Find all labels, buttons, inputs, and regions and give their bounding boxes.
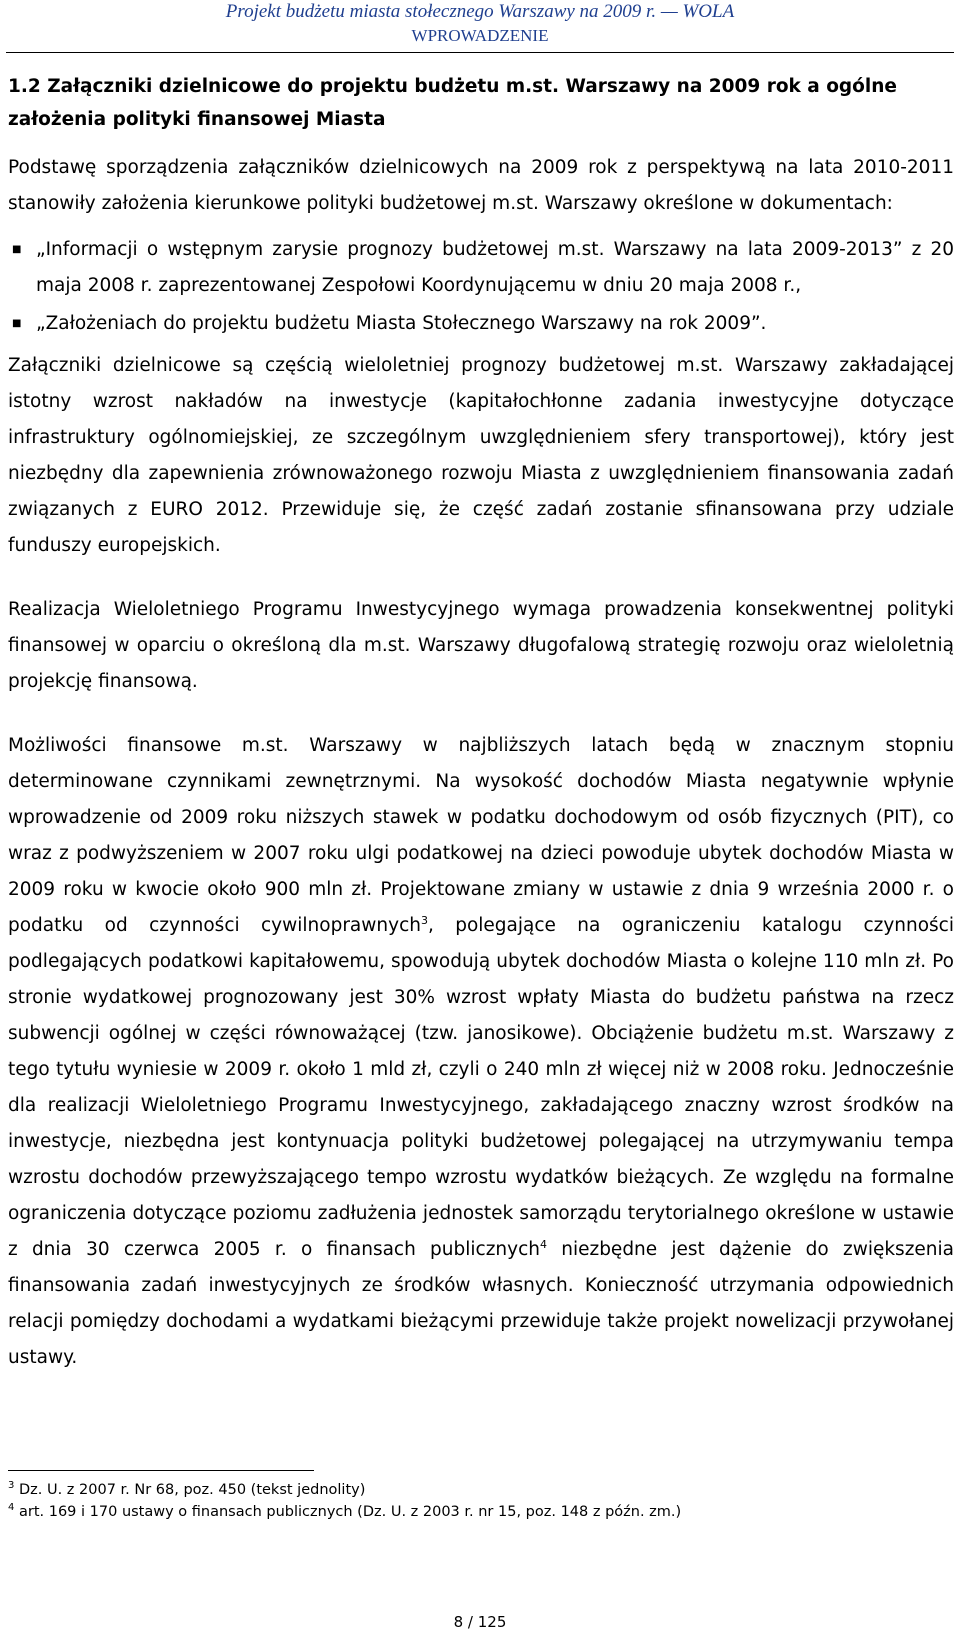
paragraph-text: niezbędne jest dążenie do zwiększenia finansowania zadań inwestycyjnych ze środków własnych. Konieczność utrzymania odpowiednich relacji pomiędzy dochodami a wydatkami bieżącymi przewiduje także projekt nowelizacji przywołanej ustawy. — [8, 1239, 954, 1368]
document-body — [8, 70, 954, 1376]
paragraph-financial-capacity — [8, 728, 954, 1376]
list-item — [12, 232, 954, 304]
footnote-divider — [8, 1470, 314, 1471]
page-number: 8 / 125 — [453, 1613, 507, 1631]
footnote-number: 3 — [8, 1480, 15, 1492]
header-subtitle: WPROWADZENIE — [411, 26, 549, 45]
footnotes — [8, 1479, 948, 1523]
footnote-text: Dz. U. z 2007 r. Nr 68, poz. 450 (tekst jednolity) — [18, 1482, 366, 1498]
footnote — [8, 1501, 948, 1523]
bullet-list — [8, 232, 954, 342]
header-title: Projekt budżetu miasta stołecznego Warszawy na 2009 r. — WOLA — [225, 1, 735, 22]
header-divider — [6, 52, 954, 53]
footnote-number: 4 — [8, 1502, 15, 1514]
list-item-text: „Informacji o wstępnym zarysie prognozy budżetowej m.st. Warszawy na lata 2009-2013” z 20 maja 2008 r. zaprezentowanej Zespołowi Koordynującemu w dniu 20 maja 2008 r., — [36, 239, 954, 296]
section-title: 1.2 Załączniki dzielnicowe do projektu budżetu m.st. Warszawy na 2009 rok a ogólne założenia polityki finansowej Miasta — [8, 76, 897, 130]
intro-paragraph: Podstawę sporządzenia załączników dzielnicowych na 2009 rok z perspektywą na lata 2010-2011 stanowiły założenia kierunkowe polityki budżetowej m.st. Warszawy określone w dokumentach: — [8, 157, 954, 214]
paragraph-investment-program: Realizacja Wieloletniego Programu Inwestycyjnego wymaga prowadzenia konsekwentnej polityki finansowej w oparciu o określoną dla m.st. Warszawy długofalową strategię rozwoju oraz wieloletnią projekcję finansową. — [8, 599, 954, 692]
bullet-icon: ■ — [12, 244, 22, 255]
bullet-icon: ■ — [12, 318, 22, 329]
page-header — [0, 0, 960, 48]
list-item — [12, 306, 954, 342]
list-item-text: „Założeniach do projektu budżetu Miasta Stołecznego Warszawy na rok 2009”. — [36, 313, 767, 334]
footnote-reference[interactable]: 4 — [540, 1237, 547, 1251]
paragraph-attachments: Załączniki dzielnicowe są częścią wieloletniej prognozy budżetowej m.st. Warszawy zakładającej istotny wzrost nakładów na inwestycje (kapitałochłonne zadania inwestycyjne dotyczące infrastruktury ogólnomiejskiej, ze szczególnym uwzględnieniem sfery transportowej), który jest niezbędny dla zapewnienia zrównoważonego rozwoju Miasta z uwzględnieniem finansowania zadań związanych z EURO 2012. Przewiduje się, że część zadań zostanie sfinansowana przy udziale funduszy europejskich. — [8, 355, 954, 556]
paragraph-text: Możliwości finansowe m.st. Warszawy w najbliższych latach będą w znacznym stopniu determinowane czynnikami zewnętrznymi. Na wysokość dochodów Miasta negatywnie wpłynie wprowadzenie od 2009 roku niższych stawek w podatku dochodowym od osób fizycznych (PIT), co wraz z podwyższeniem w 2007 roku ulgi podatkowej na dzieci powoduje ubytek dochodów Miasta w 2009 roku w kwocie około 900 mln zł. Projektowane zmiany w ustawie z dnia 9 września 2000 r. o podatku od czynności cywilnoprawnych — [8, 735, 954, 936]
footnote — [8, 1479, 948, 1501]
paragraph-text: , polegające na ograniczeniu katalogu czynności podlegających podatkowi kapitałowemu, spowodują ubytek dochodów Miasta o kolejne 110 mln zł. Po stronie wydatkowej prognozowany jest 30% wzrost wpłaty Miasta do budżetu państwa na rzecz subwencji ogólnej w części równoważącej (tzw. janosikowe). Obciążenie budżetu m.st. Warszawy z tego tytułu wyniesie w 2009 r. około 1 mld zł, czyli o 240 mln zł więcej niż w 2008 roku. Jednocześnie dla realizacji Wieloletniego Programu Inwestycyjnego, zakładającego znaczny wzrost środków na inwestycje, niezbędna jest kontynuacja polityki budżetowej polegającej na utrzymywaniu tempa wzrostu dochodów przewyższającego tempo wzrostu wydatków bieżących. Ze względu na formalne ograniczenia dotyczące poziomu zadłużenia jednostek samorządu terytorialnego określone w ustawie z dnia 30 czerwca 2005 r. o finansach publicznych — [8, 915, 954, 1260]
footnote-reference[interactable]: 3 — [420, 913, 428, 927]
footnote-text: art. 169 i 170 ustawy o finansach publicznych (Dz. U. z 2003 r. nr 15, poz. 148 z późn. zm.) — [18, 1504, 682, 1520]
